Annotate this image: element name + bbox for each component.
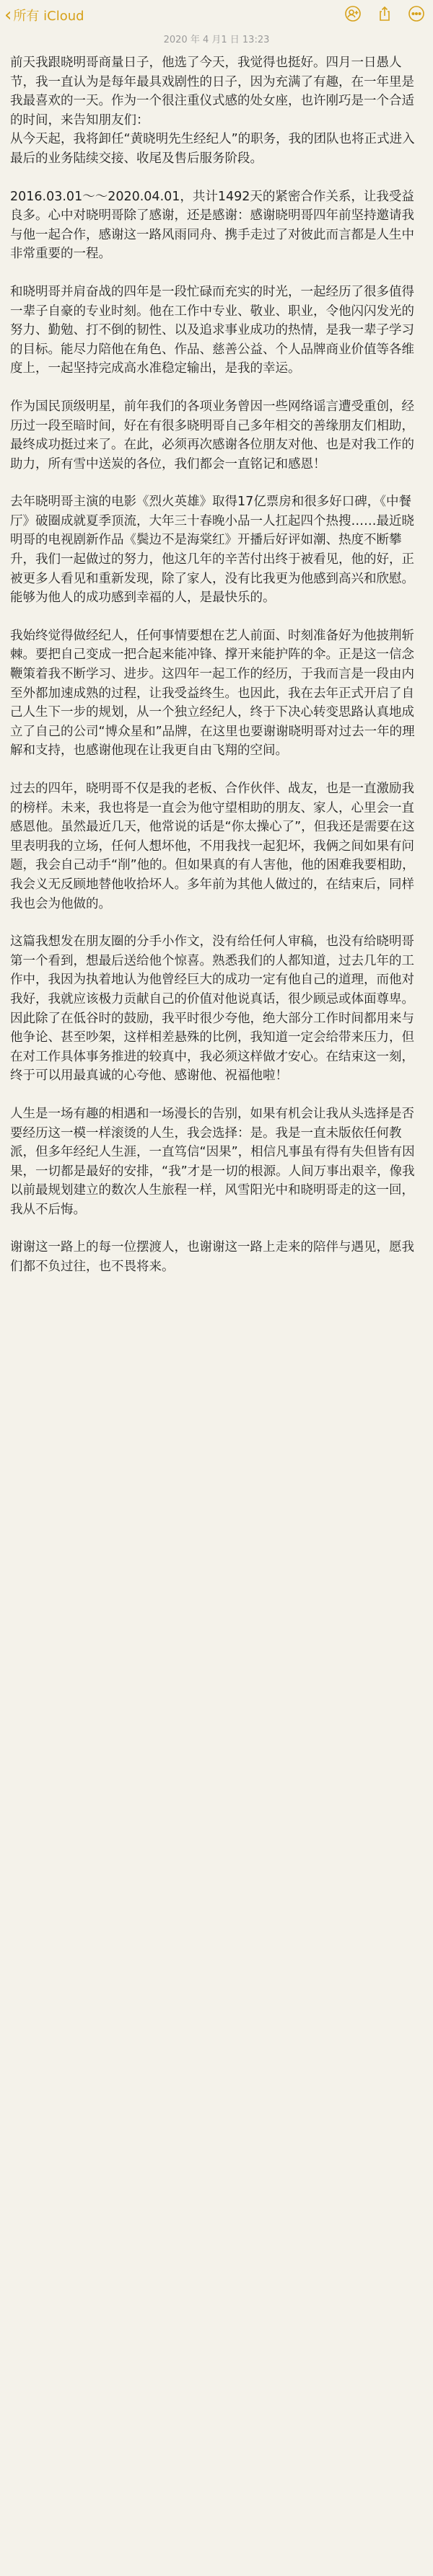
paragraph: 2016.03.01～～2020.04.01，共计1492天的紧密合作关系，让我受益良多。心中对晓明哥除了感谢，还是感谢：感谢晓明哥四年前坚持邀请我与他一起合作，感谢这一路风雨同舟、携手走过了对彼此而言都是人生中非常重要的一程。	[10, 189, 414, 262]
paragraph: 谢谢这一路上的每一位摆渡人，也谢谢这一路上走来的陪伴与遇见，愿我们都不负过往，也不畏将来。	[10, 1240, 414, 1275]
paragraph: 过去的四年，晓明哥不仅是我的老板、合作伙伴、战友，也是一直激励我的榜样。未来，我也将是一直会为他守望相助的朋友、家人，心里会一直感恩他。虽然最近几天，他常说的话是“你太操心了”，但我还是需要在这里表明我的立场，任何人想坏他，不用我找一起犯坏，我俩之间如果有问题，我会自己动手“削”他的。但如果真的有人害他，他的困难我要相助，我会义无反顾地替他收拾坏人。多年前为其他人做过的，在结束后，同样我也会为他做的。	[10, 782, 415, 911]
share-icon[interactable]	[375, 4, 394, 23]
paragraph: 我始终觉得做经纪人，任何事情要想在艺人前面、时刻准备好为他披荆斩棘。要把自己变成一把合起来能冲锋、撑开来能护阵的伞。正是这一信念鞭策着我不断学习、进步。这四年一起工作的经历，于我而言是一段由内至外都加速成熟的过程，让我受益终生。也因此，我在去年正式开启了自己人生下一步的规划，从一个独立经纪人，终于下决心转变思路认真地成立了自己的公司“博众星和”品牌，在这里也要谢谢晓明哥对过去一年的理解和支持，也感谢他现在让我更自由飞翔的空间。	[10, 628, 415, 758]
toolbar-actions	[344, 4, 426, 23]
add-person-icon[interactable]	[344, 4, 362, 23]
note-toolbar	[0, 0, 433, 29]
more-icon[interactable]	[407, 4, 426, 23]
back-button[interactable]	[4, 4, 84, 26]
paragraph: 人生是一场有趣的相遇和一场漫长的告别，如果有机会让我从头选择是否要经历这一模一样滚烫的人生，我会选择：是。我是一直未版依任何教派，但多年经纪人生涯，一直笃信“因果”，相信凡事虽有得有失但皆有因果，一切都是最好的安排，“我”才是一切的根源。人间万事出艰辛，像我以前最规划建立的数次人生旅程一样，风雪阳光中和晓明哥走的这一回，我从不后悔。	[10, 1106, 415, 1217]
paragraph: 和晓明哥并肩奋战的四年是一段忙碌而充实的时光，一起经历了很多值得一辈子自豪的专业时刻。他在工作中专业、敬业、职业，令他闪闪发光的努力、勤勉、打不倒的韧性、以及追求事业成功的热情，是我一辈子学习的目标。能尽力陪他在角色、作品、慈善公益、个人品牌商业价值等各维度上，一起坚持完成高水准稳定输出，是我的幸运。	[10, 284, 414, 376]
paragraph: 前天我跟晓明哥商量日子，他选了今天，我觉得也挺好。四月一日愚人节，我一直认为是每年最具戏剧性的日子，因为充满了有趣，在一年里是我最喜欢的一天。作为一个很注重仪式感的处女座，也许刚巧是一个合适的时间，来告知朋友们： 从今天起，我将卸任“黄晓明先生经纪人”的职务，我的团队也将正式进入最后的业务陆续交接、收尾及售后服务阶段。	[10, 56, 415, 166]
paragraph: 作为国民顶级明星，前年我们的各项业务曾因一些网络谣言遭受重创，经历过一段至暗时间，好在有很多晓明哥自己多年相交的善缘朋友们相助，最终成功挺过来了。在此，必须再次感谢各位朋友对他、也是对我工作的助力，所有雪中送炭的各位，我们都会一直铭记和感恩！	[10, 399, 414, 472]
note-body[interactable]	[10, 53, 421, 1296]
note-date: 2020 年 4 月1 日 13:23	[163, 35, 270, 45]
paragraph: 去年晓明哥主演的电影《烈火英雄》取得17亿票房和很多好口碑，《中餐厅》破圈成就夏季顶流，大年三十春晚小品一人扛起四个热搜……最近晓明哥的电视剧新作品《鬓边不是海棠红》开播后好评如潮、热度不断攀升，我们一起做过的努力，他这几年的辛苦付出终于被看见，他的好，正被更多人看见和重新发现，除了家人，没有比我更为他感到高兴和欣慰。能够为他人的成功感到幸福的人，是最快乐的。	[10, 495, 414, 606]
paragraph: 这篇我想发在朋友圈的分手小作文，没有给任何人审稿，也没有给晓明哥第一个看到，想最后送给他个惊喜。熟悉我们的人都知道，过去几年的工作中，我因为执着地认为他曾经巨大的成功一定有他自己的道理，而他对我好，我就应该极力贡献自己的价值对他说真话，很少顾忌或体面尊卑。因此除了在低谷时的鼓励，我平时很少夸他，绝大部分工作时间都用来与他争论、甚至吵架，这样相差悬殊的比例，我知道一定会给带来压力，但在对工作具体事务推进的较真中，我必须这样做才安心。在结束这一刻，终于可以用最真诚的心夸他、感谢他、祝福他啦！	[10, 934, 414, 1084]
back-button-label: 所有 iCloud	[13, 9, 84, 24]
chevron-left-icon: ‹	[4, 4, 12, 26]
